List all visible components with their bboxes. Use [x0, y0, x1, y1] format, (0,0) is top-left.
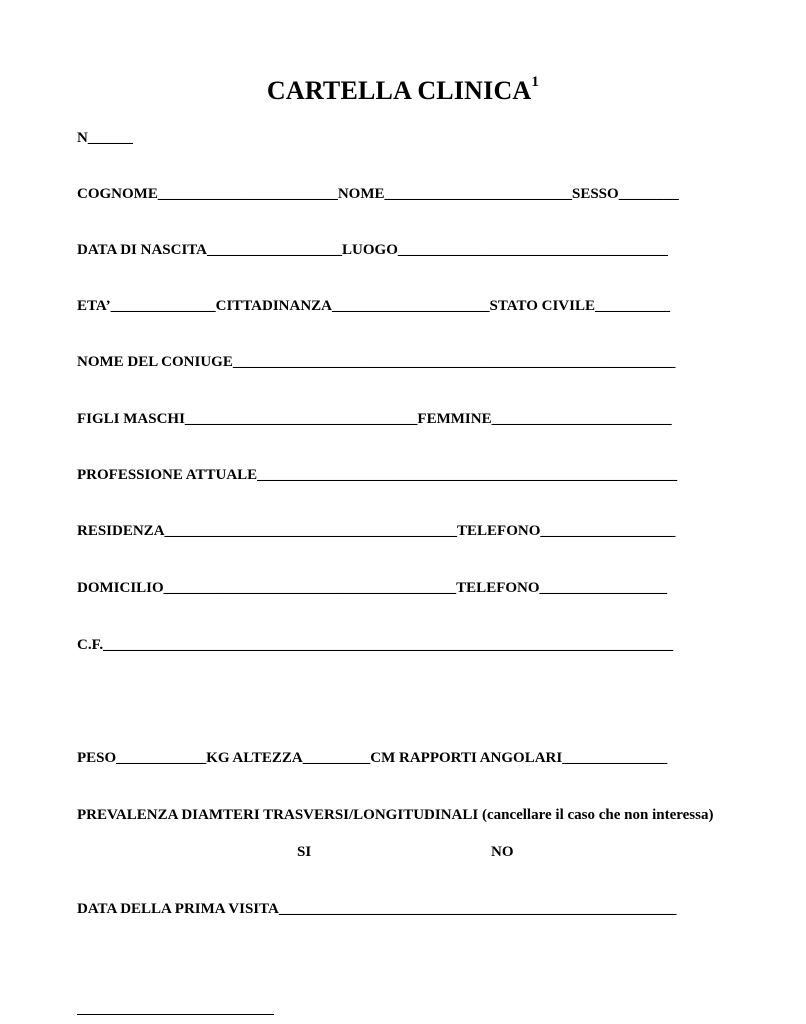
field-weight-height-ratios[interactable]: PESO____________KG ALTEZZA_________CM RAPPORTI ANGOLARI______________	[77, 750, 668, 766]
field-residence-phone[interactable]: RESIDENZA_______________________________________TELEFONO__________________	[77, 523, 676, 539]
field-age-citizenship-status[interactable]: ETA’______________CITTADINANZA_____________________STATO CIVILE__________	[77, 298, 670, 314]
field-surname-name-sex[interactable]: COGNOME________________________NOME_________________________SESSO________	[77, 186, 679, 202]
field-first-visit-date[interactable]: DATA DELLA PRIMA VISITA_____________________________________________________	[77, 901, 677, 917]
option-si[interactable]: SI	[297, 844, 312, 860]
field-domicile-phone[interactable]: DOMICILIO_______________________________________TELEFONO_________________	[77, 580, 668, 596]
page-title	[0, 76, 806, 106]
title-text: CARTELLA CLINICA	[266, 76, 532, 105]
field-tax-code[interactable]: C.F.____________________________________________________________________________	[77, 637, 674, 653]
field-profession[interactable]: PROFESSIONE ATTUALE________________________________________________________	[77, 467, 678, 483]
prevalence-question: PREVALENZA DIAMTERI TRASVERSI/LONGITUDINALI (cancellare il caso che non interessa)	[77, 807, 714, 823]
field-spouse-name[interactable]: NOME DEL CONIUGE___________________________________________________________	[77, 354, 676, 370]
signature-line[interactable]	[77, 1014, 274, 1015]
option-no[interactable]: NO	[491, 844, 514, 860]
title-footnote-marker: 1	[531, 74, 540, 91]
field-children[interactable]: FIGLI MASCHI_______________________________FEMMINE________________________	[77, 411, 672, 427]
field-number[interactable]: N______	[77, 130, 133, 146]
field-birthdate-place[interactable]: DATA DI NASCITA__________________LUOGO____________________________________	[77, 242, 668, 258]
